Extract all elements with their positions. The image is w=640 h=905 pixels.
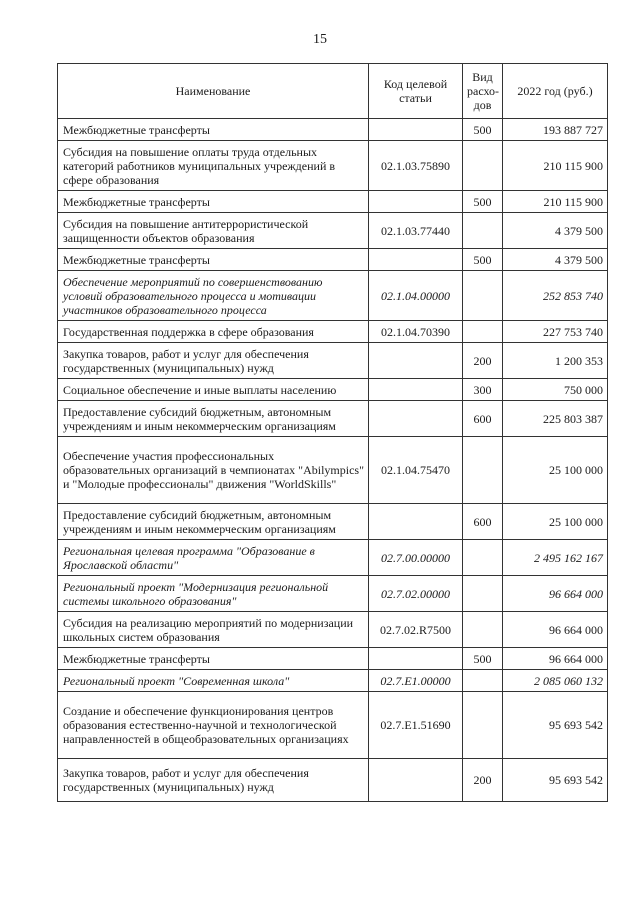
row-type: 300 (463, 379, 503, 401)
row-code (369, 759, 463, 802)
row-amount: 4 379 500 (503, 249, 608, 271)
row-code: 02.1.04.75470 (369, 437, 463, 504)
row-name: Обеспечение мероприятий по совершенствованию условий образовательного процесса и мотивации участников образовательного процесса (58, 271, 369, 321)
row-name: Межбюджетные трансферты (58, 648, 369, 670)
row-amount: 225 803 387 (503, 401, 608, 437)
page-number: 15 (313, 32, 327, 47)
table-row (58, 343, 608, 379)
row-amount: 210 115 900 (503, 141, 608, 191)
header-amount: 2022 год (руб.) (503, 64, 608, 119)
row-code (369, 401, 463, 437)
row-code (369, 191, 463, 213)
row-name: Субсидия на повышение антитеррористической защищенности объектов образования (58, 213, 369, 249)
row-type: 200 (463, 759, 503, 802)
table-row (58, 213, 608, 249)
row-code: 02.7.E1.51690 (369, 692, 463, 759)
row-amount: 2 085 060 132 (503, 670, 608, 692)
row-name: Создание и обеспечение функционирования центров образования естественно-научной и технологической направленностей в общеобразовательных организациях (58, 692, 369, 759)
row-amount: 2 495 162 167 (503, 540, 608, 576)
row-code (369, 343, 463, 379)
row-type: 500 (463, 119, 503, 141)
row-type: 600 (463, 504, 503, 540)
row-name: Социальное обеспечение и иные выплаты населению (58, 379, 369, 401)
row-amount: 96 664 000 (503, 576, 608, 612)
row-type (463, 540, 503, 576)
table-row (58, 191, 608, 213)
row-name: Закупка товаров, работ и услуг для обеспечения государственных (муниципальных) нужд (58, 343, 369, 379)
row-type: 500 (463, 191, 503, 213)
table-row (58, 401, 608, 437)
table-row (58, 119, 608, 141)
row-code (369, 504, 463, 540)
row-code: 02.1.03.75890 (369, 141, 463, 191)
table-row (58, 670, 608, 692)
row-amount: 193 887 727 (503, 119, 608, 141)
header-code: Код целевой статьи (369, 64, 463, 119)
row-type (463, 612, 503, 648)
row-name: Субсидия на реализацию мероприятий по модернизации школьных систем образования (58, 612, 369, 648)
header-type: Вид расхо-дов (463, 64, 503, 119)
row-amount: 252 853 740 (503, 271, 608, 321)
row-type (463, 213, 503, 249)
table-row (58, 576, 608, 612)
row-name: Региональная целевая программа "Образование в Ярославской области" (58, 540, 369, 576)
row-type: 600 (463, 401, 503, 437)
row-code (369, 249, 463, 271)
row-amount: 96 664 000 (503, 648, 608, 670)
table-row (58, 271, 608, 321)
row-amount: 1 200 353 (503, 343, 608, 379)
row-amount: 25 100 000 (503, 437, 608, 504)
row-code: 02.7.00.00000 (369, 540, 463, 576)
table-row (58, 540, 608, 576)
row-type: 500 (463, 249, 503, 271)
header-name: Наименование (58, 64, 369, 119)
row-code: 02.1.04.00000 (369, 271, 463, 321)
row-type (463, 141, 503, 191)
row-type: 200 (463, 343, 503, 379)
row-type (463, 321, 503, 343)
table-row (58, 504, 608, 540)
table-row (58, 249, 608, 271)
row-code: 02.7.02.R7500 (369, 612, 463, 648)
row-code (369, 648, 463, 670)
row-name: Межбюджетные трансферты (58, 119, 369, 141)
row-amount: 95 693 542 (503, 759, 608, 802)
row-name: Предоставление субсидий бюджетным, автономным учреждениям и иным некоммерческим организациям (58, 401, 369, 437)
row-amount: 25 100 000 (503, 504, 608, 540)
row-amount: 4 379 500 (503, 213, 608, 249)
row-amount: 95 693 542 (503, 692, 608, 759)
row-code: 02.7.02.00000 (369, 576, 463, 612)
row-type (463, 670, 503, 692)
table-row (58, 648, 608, 670)
row-name: Предоставление субсидий бюджетным, автономным учреждениям и иным некоммерческим организациям (58, 504, 369, 540)
table-row (58, 141, 608, 191)
row-code: 02.1.03.77440 (369, 213, 463, 249)
table-row (58, 759, 608, 802)
row-name: Региональный проект "Модернизация региональной системы школьного образования" (58, 576, 369, 612)
table-row (58, 437, 608, 504)
table-row (58, 692, 608, 759)
table-row (58, 379, 608, 401)
row-code: 02.1.04.70390 (369, 321, 463, 343)
row-type (463, 576, 503, 612)
row-amount: 96 664 000 (503, 612, 608, 648)
row-name: Обеспечение участия профессиональных образовательных организаций в чемпионатах "Abilympics" и "Молодые профессионалы" движения "WorldSkills" (58, 437, 369, 504)
row-name: Закупка товаров, работ и услуг для обеспечения государственных (муниципальных) нужд (58, 759, 369, 802)
row-code: 02.7.E1.00000 (369, 670, 463, 692)
table-row (58, 612, 608, 648)
row-code (369, 119, 463, 141)
row-name: Государственная поддержка в сфере образования (58, 321, 369, 343)
row-name: Межбюджетные трансферты (58, 249, 369, 271)
row-name: Региональный проект "Современная школа" (58, 670, 369, 692)
row-code (369, 379, 463, 401)
row-name: Субсидия на повышение оплаты труда отдельных категорий работников муниципальных учреждений в сфере образования (58, 141, 369, 191)
budget-table (57, 63, 608, 802)
table-row (58, 321, 608, 343)
row-type (463, 271, 503, 321)
row-type (463, 437, 503, 504)
row-type: 500 (463, 648, 503, 670)
row-amount: 750 000 (503, 379, 608, 401)
row-name: Межбюджетные трансферты (58, 191, 369, 213)
table-header-row (58, 64, 608, 119)
row-amount: 210 115 900 (503, 191, 608, 213)
row-type (463, 692, 503, 759)
row-amount: 227 753 740 (503, 321, 608, 343)
